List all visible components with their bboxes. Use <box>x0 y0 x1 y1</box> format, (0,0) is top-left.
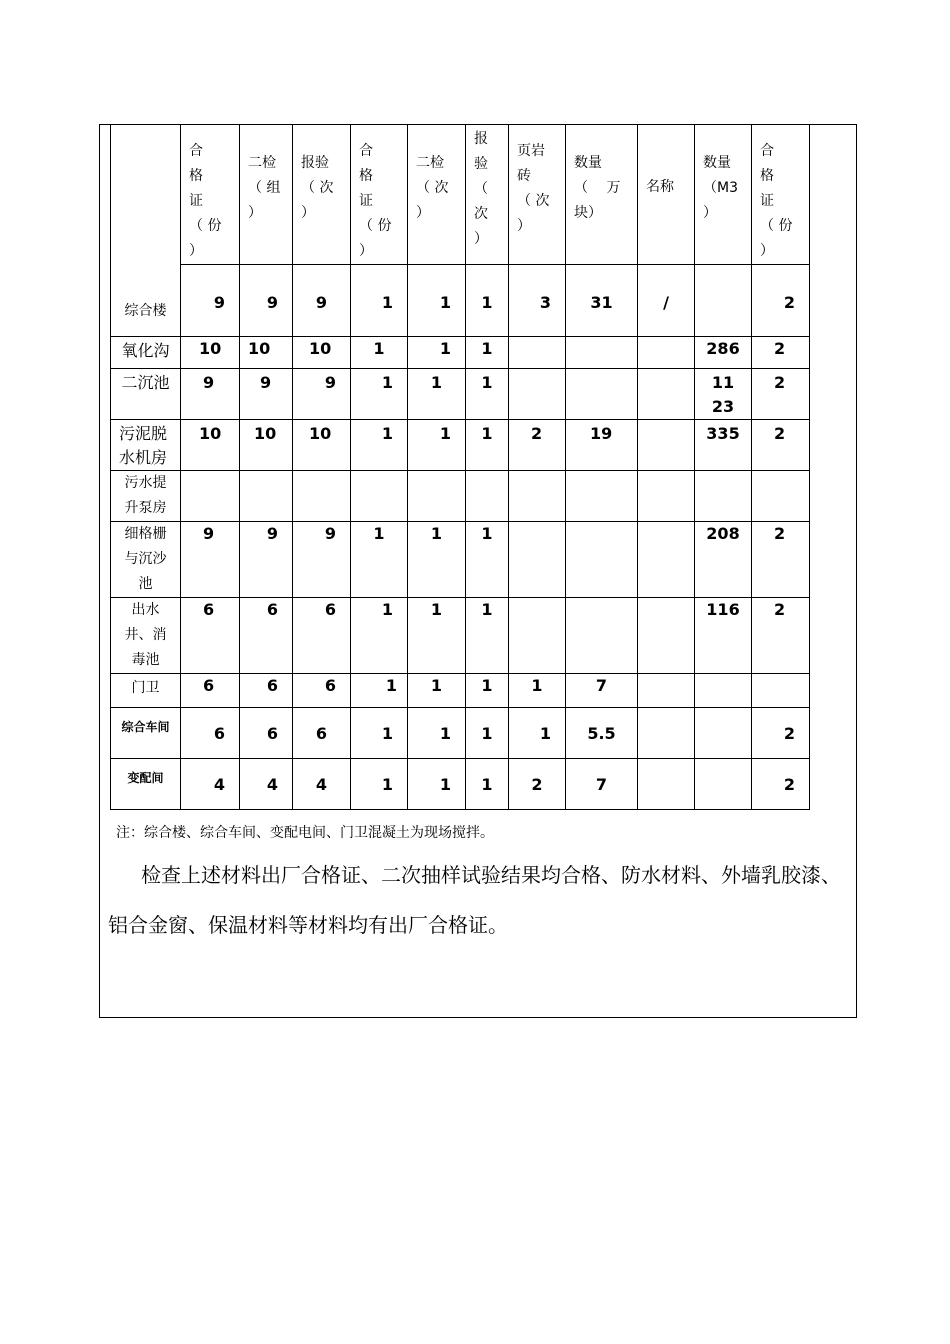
materials-table <box>110 124 810 810</box>
cell: 208 <box>695 522 752 598</box>
table-note: 注：综合楼、综合车间、变配电间、门卫混凝土为现场搅拌。 <box>116 825 494 841</box>
cell <box>695 265 752 337</box>
cell: 9 <box>240 265 293 337</box>
col-header: 合格 证 （ 份 ） <box>181 125 240 265</box>
cell <box>638 337 695 369</box>
cell <box>351 471 408 522</box>
cell: 1 <box>408 522 466 598</box>
cell: 1 <box>408 369 466 420</box>
cell: 2 <box>752 265 810 337</box>
cell: 2 <box>752 420 810 471</box>
cell: 1 <box>466 369 509 420</box>
cell: 4 <box>293 759 351 810</box>
cell: 2 <box>752 522 810 598</box>
cell <box>638 708 695 759</box>
cell: 4 <box>240 759 293 810</box>
cell <box>638 471 695 522</box>
cell: 335 <box>695 420 752 471</box>
cell: 1 <box>408 759 466 810</box>
table-row <box>111 471 810 522</box>
row-name: 污泥脱水机房 <box>111 420 181 471</box>
cell: 1 <box>408 598 466 674</box>
cell: 2 <box>752 759 810 810</box>
table-row <box>111 337 810 369</box>
header-row <box>111 125 810 265</box>
cell: 1 <box>408 265 466 337</box>
cell: 9 <box>293 369 351 420</box>
col-header: 页岩 砖 （ 次 ） <box>509 125 566 265</box>
cell <box>566 598 638 674</box>
cell: 1 <box>408 674 466 708</box>
cell: 10 <box>181 420 240 471</box>
cell: 2 <box>752 708 810 759</box>
cell: 6 <box>240 598 293 674</box>
cell: 3 <box>509 265 566 337</box>
cell: 1 <box>408 420 466 471</box>
cell <box>695 674 752 708</box>
cell: 9 <box>293 265 351 337</box>
cell: 2 <box>509 420 566 471</box>
cell: 9 <box>181 522 240 598</box>
cell <box>752 674 810 708</box>
cell: 1 <box>351 674 408 708</box>
cell: 1 <box>466 759 509 810</box>
cell: 1 <box>466 674 509 708</box>
cell <box>638 369 695 420</box>
cell: 1 <box>509 708 566 759</box>
cell <box>566 522 638 598</box>
cell: 1 <box>351 708 408 759</box>
cell <box>240 471 293 522</box>
cell <box>638 522 695 598</box>
col-header: 数量 （M3 ） <box>695 125 752 265</box>
cell: 10 <box>240 337 293 369</box>
cell: 1 <box>351 265 408 337</box>
cell: 6 <box>293 598 351 674</box>
inspection-paragraph: 检查上述材料出厂合格证、二次抽样试验结果均合格、防水材料、外墙乳胶漆、铝合金窗、保温材料等材料均有出厂合格证。 <box>108 863 841 937</box>
col-header: 报验 （ 次 ） <box>293 125 351 265</box>
cell: 6 <box>181 708 240 759</box>
cell: 6 <box>293 674 351 708</box>
cell: 9 <box>240 369 293 420</box>
cell: 286 <box>695 337 752 369</box>
cell: 2 <box>752 337 810 369</box>
cell: 6 <box>240 674 293 708</box>
row-name: 氧化沟 <box>111 337 181 369</box>
cell <box>509 369 566 420</box>
cell <box>638 759 695 810</box>
cell: 10 <box>181 337 240 369</box>
cell: 6 <box>181 674 240 708</box>
cell: 1 <box>466 420 509 471</box>
col-header: 合格 证 （ 份 ） <box>752 125 810 265</box>
cell: 1 <box>351 522 408 598</box>
table-row <box>111 674 810 708</box>
cell: 1 <box>466 598 509 674</box>
row-name: 门卫 <box>111 674 181 708</box>
cell: 1123 <box>695 369 752 420</box>
table-row <box>111 759 810 810</box>
cell <box>566 471 638 522</box>
col-header: 二检 （ 次 ） <box>408 125 466 265</box>
cell <box>752 471 810 522</box>
cell: 1 <box>466 522 509 598</box>
cell: 1 <box>466 265 509 337</box>
cell <box>408 471 466 522</box>
cell: 2 <box>509 759 566 810</box>
col-header: 数量 （ 万 块） <box>566 125 638 265</box>
cell: 116 <box>695 598 752 674</box>
cell: 7 <box>566 759 638 810</box>
cell: 10 <box>240 420 293 471</box>
cell: 9 <box>293 522 351 598</box>
cell: 1 <box>466 708 509 759</box>
cell: 4 <box>181 759 240 810</box>
row-name-label: 综合楼 <box>124 303 167 319</box>
row-name: 变配间 <box>111 759 181 810</box>
cell <box>695 471 752 522</box>
col-header: 名称 <box>638 125 695 265</box>
cell <box>566 369 638 420</box>
row-name: 出水井、消毒池 <box>111 598 181 674</box>
cell: 1 <box>408 708 466 759</box>
cell: 19 <box>566 420 638 471</box>
cell: 1 <box>351 420 408 471</box>
cell: 10 <box>293 337 351 369</box>
cell: 31 <box>566 265 638 337</box>
cell: 6 <box>240 708 293 759</box>
row-name: 综合车间 <box>111 708 181 759</box>
cell: 9 <box>181 369 240 420</box>
row-name: 二沉池 <box>111 369 181 420</box>
cell <box>638 420 695 471</box>
cell <box>638 674 695 708</box>
cell <box>566 337 638 369</box>
cell: 1 <box>351 337 408 369</box>
cell <box>638 598 695 674</box>
cell <box>466 471 509 522</box>
row-name: 细格栅与沉沙池 <box>111 522 181 598</box>
cell <box>509 598 566 674</box>
table-row <box>111 522 810 598</box>
cell <box>695 708 752 759</box>
cell <box>509 337 566 369</box>
table-row <box>111 420 810 471</box>
cell <box>293 471 351 522</box>
cell: 1 <box>408 337 466 369</box>
cell: 1 <box>351 369 408 420</box>
table-row <box>111 265 810 337</box>
cell: 9 <box>181 265 240 337</box>
cell: 9 <box>240 522 293 598</box>
cell: 6 <box>181 598 240 674</box>
cell: 1 <box>351 759 408 810</box>
cell: 1 <box>466 337 509 369</box>
cell <box>509 471 566 522</box>
cell: 1 <box>509 674 566 708</box>
cell: / <box>638 265 695 337</box>
col-header: 合格 证 （ 份 ） <box>351 125 408 265</box>
row-name <box>111 125 181 337</box>
cell: 1 <box>351 598 408 674</box>
cell: 5.5 <box>566 708 638 759</box>
cell: 10 <box>293 420 351 471</box>
cell: 2 <box>752 598 810 674</box>
cell <box>181 471 240 522</box>
table-row <box>111 369 810 420</box>
cell: 7 <box>566 674 638 708</box>
row-name: 污水提升泵房 <box>111 471 181 522</box>
col-header: 报 验 （ 次 ） <box>466 125 509 265</box>
table-row <box>111 708 810 759</box>
col-header: 二检 （ 组 ） <box>240 125 293 265</box>
cell: 2 <box>752 369 810 420</box>
cell <box>509 522 566 598</box>
cell <box>695 759 752 810</box>
cell: 6 <box>293 708 351 759</box>
table-row <box>111 598 810 674</box>
